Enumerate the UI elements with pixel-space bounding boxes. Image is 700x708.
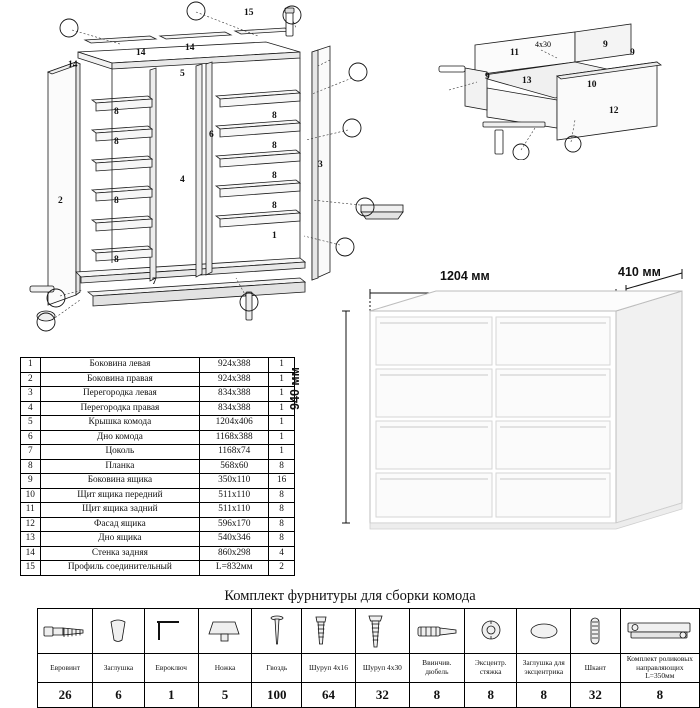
table-cell: 568х60 [200, 459, 269, 474]
table-row [21, 546, 295, 561]
table-cell: 8 [269, 459, 295, 474]
fitting-count: 32 [355, 682, 409, 707]
table-cell: 511х110 [200, 488, 269, 503]
dimension-width: 1204 мм [440, 269, 490, 283]
fitting-name: Евроключ [144, 654, 198, 683]
table-cell: 7 [21, 445, 41, 460]
table-cell: 924х388 [200, 358, 269, 373]
fittings-title: Комплект фурнитуры для сборки комода [224, 588, 476, 604]
fitting-name: Ввинчив. дюбель [409, 654, 464, 683]
fitting-name: Заглушка для эксцентрика [517, 654, 571, 683]
exploded-drawer-diagram [425, 10, 695, 160]
table-cell: 1 [269, 387, 295, 402]
callout-8-l2: 8 [114, 137, 119, 147]
callout-8-r1: 8 [272, 111, 277, 121]
fitting-count: 8 [464, 682, 517, 707]
callout-5: 5 [180, 69, 185, 79]
table-cell: 8 [269, 532, 295, 547]
fitting-name: Евровинт [38, 654, 93, 683]
nail-icon [252, 609, 302, 654]
table-cell: 540х346 [200, 532, 269, 547]
table-cell: 5 [21, 416, 41, 431]
drawer-callout-9-b: 9 [603, 40, 608, 50]
table-cell: Фасад ящика [40, 517, 200, 532]
callout-8-r4: 8 [272, 201, 277, 211]
fitting-count: 8 [620, 682, 699, 707]
callout-8-r2: 8 [272, 141, 277, 151]
table-cell: 596х170 [200, 517, 269, 532]
table-row [21, 474, 295, 489]
table-cell: 8 [21, 459, 41, 474]
table-cell: 16 [269, 474, 295, 489]
table-cell: 9 [21, 474, 41, 489]
table-row [21, 416, 295, 431]
table-cell: 13 [21, 532, 41, 547]
drawer-screw-spec: 4х30 [535, 40, 551, 49]
drawer-callout-9-c: 9 [630, 48, 635, 58]
drawer-callout-9-a: 9 [485, 72, 490, 82]
callout-14-c: 14 [185, 43, 195, 53]
fitting-name: Шуруп 4х16 [302, 654, 356, 683]
euro-key-icon [144, 609, 198, 654]
drawer-callout-13: 13 [522, 76, 532, 86]
table-row [21, 532, 295, 547]
table-cell: Щит ящика задний [40, 503, 200, 518]
callout-8-r5: 1 [272, 231, 277, 241]
table-cell: 1 [21, 358, 41, 373]
table-cell: 8 [269, 517, 295, 532]
table-cell: Крышка комода [40, 416, 200, 431]
table-row [21, 445, 295, 460]
table-cell: 14 [21, 546, 41, 561]
table-cell: 1 [269, 372, 295, 387]
table-row [21, 503, 295, 518]
fitting-name: Заглушка [93, 654, 145, 683]
fitting-count: 8 [409, 682, 464, 707]
drawer-callout-10: 10 [587, 80, 597, 90]
table-cell: 8 [269, 488, 295, 503]
table-cell: 1 [269, 358, 295, 373]
fitting-name: Эксцентр. стяжка [464, 654, 517, 683]
table-cell: 11 [21, 503, 41, 518]
table-cell: 860х298 [200, 546, 269, 561]
screw-4x30-icon [355, 609, 409, 654]
table-row [21, 517, 295, 532]
callout-3: 4 [180, 175, 185, 185]
table-cell: 1 [269, 416, 295, 431]
dimension-depth: 410 мм [618, 265, 661, 279]
table-cell: Боковина ящика [40, 474, 200, 489]
callout-8-l1: 8 [114, 107, 119, 117]
table-cell: Перегородка правая [40, 401, 200, 416]
table-cell: 924х388 [200, 372, 269, 387]
table-cell: 834х388 [200, 387, 269, 402]
drawer-callout-12: 12 [609, 106, 619, 116]
callout-6: 7 [152, 277, 157, 287]
table-cell: L=832мм [200, 561, 269, 576]
foot-icon [198, 609, 252, 654]
parts-table [20, 357, 295, 576]
table-cell: 8 [269, 503, 295, 518]
cam-cap-icon [517, 609, 571, 654]
callout-8-r3: 8 [272, 171, 277, 181]
table-row [21, 459, 295, 474]
fitting-count: 26 [38, 682, 93, 707]
table-cell: 10 [21, 488, 41, 503]
cam-lock-icon [464, 609, 517, 654]
table-cell: 1 [269, 401, 295, 416]
callout-1: 2 [58, 196, 63, 206]
table-cell: 4 [21, 401, 41, 416]
table-cell: 511х110 [200, 503, 269, 518]
table-cell: Планка [40, 459, 200, 474]
fitting-name: Комплект роликовых направляющих L=350мм [620, 654, 699, 683]
table-cell: 4 [269, 546, 295, 561]
table-row [21, 358, 295, 373]
fittings-table [37, 608, 700, 708]
table-cell: Боковина правая [40, 372, 200, 387]
fitting-name: Гвоздь [252, 654, 302, 683]
callout-14-a: 14 [68, 60, 78, 70]
callout-2: 3 [318, 160, 323, 170]
fitting-count: 64 [302, 682, 356, 707]
callout-8-l3: 8 [114, 196, 119, 206]
table-row [21, 372, 295, 387]
table-row [21, 561, 295, 576]
table-row [21, 430, 295, 445]
table-row [21, 488, 295, 503]
table-cell: Профиль соединительный [40, 561, 200, 576]
table-cell: 1 [269, 445, 295, 460]
fitting-count: 8 [517, 682, 571, 707]
table-cell: 2 [21, 372, 41, 387]
table-cell: 2 [269, 561, 295, 576]
product-render-with-dimensions [288, 265, 700, 560]
table-cell: 15 [21, 561, 41, 576]
table-cell: 1168х388 [200, 430, 269, 445]
table-cell: Дно комода [40, 430, 200, 445]
fitting-count: 6 [93, 682, 145, 707]
table-cell: Перегородка левая [40, 387, 200, 402]
table-cell: 1204х406 [200, 416, 269, 431]
table-cell: 834х388 [200, 401, 269, 416]
table-cell: 3 [21, 387, 41, 402]
fitting-name: Ножка [198, 654, 252, 683]
screw-4x16-icon [302, 609, 356, 654]
callout-8-l4: 8 [114, 255, 119, 265]
table-cell: 6 [21, 430, 41, 445]
table-cell: 1168х74 [200, 445, 269, 460]
fitting-count: 1 [144, 682, 198, 707]
fitting-count: 100 [252, 682, 302, 707]
fitting-count: 32 [571, 682, 621, 707]
table-cell: Дно ящика [40, 532, 200, 547]
fitting-count: 5 [198, 682, 252, 707]
dowel-icon [571, 609, 621, 654]
callout-4: 6 [209, 130, 214, 140]
cap-icon [93, 609, 145, 654]
slide-rail-icon [620, 609, 699, 654]
fitting-name: Шкант [571, 654, 621, 683]
table-cell: Стенка задняя [40, 546, 200, 561]
dowel-screw-icon [409, 609, 464, 654]
euro-screw-icon [38, 609, 93, 654]
table-cell: Щит ящика передний [40, 488, 200, 503]
callout-15: 15 [244, 8, 254, 18]
table-cell: 12 [21, 517, 41, 532]
drawer-callout-11: 11 [510, 48, 519, 58]
table-row [21, 387, 295, 402]
table-cell: Боковина левая [40, 358, 200, 373]
table-cell: 350х110 [200, 474, 269, 489]
callout-14-b: 14 [136, 48, 146, 58]
table-cell: Цоколь [40, 445, 200, 460]
table-cell: 1 [269, 430, 295, 445]
dimension-height: 940 мм [288, 367, 302, 410]
fitting-name: Шуруп 4х30 [355, 654, 409, 683]
table-row [21, 401, 295, 416]
